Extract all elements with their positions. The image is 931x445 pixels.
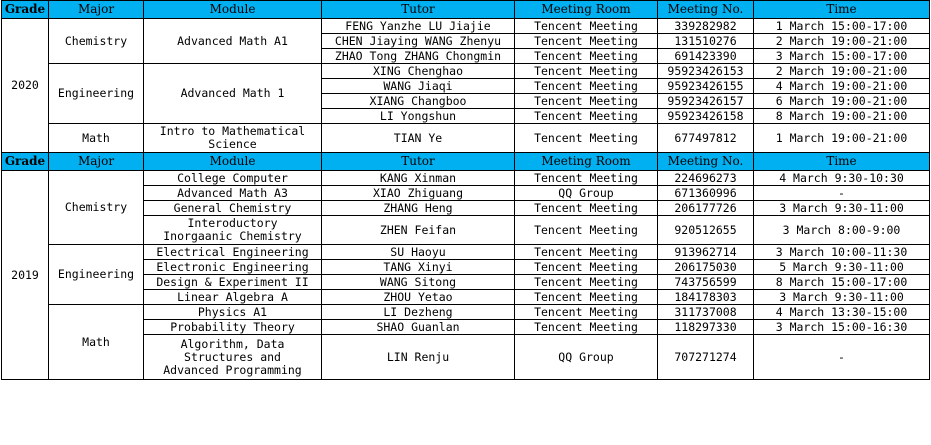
- table-row: [2, 171, 930, 186]
- tutor-cell: CHEN Jiaying WANG Zhenyu: [322, 34, 515, 49]
- table-row: [2, 124, 930, 153]
- header-major: Major: [49, 153, 144, 171]
- meeting-no-cell: 131510276: [658, 34, 754, 49]
- room-cell: QQ Group: [515, 335, 658, 380]
- major-cell: Engineering: [49, 245, 144, 305]
- module-cell: College Computer: [144, 171, 322, 186]
- room-cell: Tencent Meeting: [515, 64, 658, 79]
- module-cell: [144, 216, 322, 245]
- time-cell: 6 March 19:00-21:00: [754, 94, 930, 109]
- meeting-no-cell: 311737008: [658, 305, 754, 320]
- module-line: Inorgaanic Chemistry: [163, 229, 302, 243]
- header-row-2020: [2, 1, 930, 19]
- header-meeting-room: Meeting Room: [515, 153, 658, 171]
- time-cell: 5 March 9:30-11:00: [754, 260, 930, 275]
- header-row-2019: [2, 153, 930, 171]
- table-row: [2, 305, 930, 320]
- tutor-cell: TANG Xinyi: [322, 260, 515, 275]
- module-cell: Design & Experiment II: [144, 275, 322, 290]
- room-cell: Tencent Meeting: [515, 320, 658, 335]
- tutor-cell: LIN Renju: [322, 335, 515, 380]
- room-cell: Tencent Meeting: [515, 94, 658, 109]
- time-cell: 4 March 19:00-21:00: [754, 79, 930, 94]
- meeting-no-cell: 95923426158: [658, 109, 754, 124]
- room-cell: Tencent Meeting: [515, 245, 658, 260]
- room-cell: Tencent Meeting: [515, 109, 658, 124]
- time-cell: 3 March 9:30-11:00: [754, 290, 930, 305]
- meeting-no-cell: 913962714: [658, 245, 754, 260]
- time-cell: -: [754, 335, 930, 380]
- time-cell: 4 March 9:30-10:30: [754, 171, 930, 186]
- header-meeting-no: Meeting No.: [658, 1, 754, 19]
- meeting-no-cell: 920512655: [658, 216, 754, 245]
- header-time: Time: [754, 1, 930, 19]
- module-cell: Electrical Engineering: [144, 245, 322, 260]
- header-grade: Grade: [2, 1, 49, 19]
- time-cell: 3 March 15:00-16:30: [754, 320, 930, 335]
- module-line: Advanced Programming: [163, 362, 302, 377]
- room-cell: Tencent Meeting: [515, 260, 658, 275]
- header-meeting-no: Meeting No.: [658, 153, 754, 171]
- tutor-cell: ZHANG Heng: [322, 201, 515, 216]
- meeting-no-cell: 95923426155: [658, 79, 754, 94]
- tutor-cell: ZHOU Yetao: [322, 290, 515, 305]
- room-cell: Tencent Meeting: [515, 124, 658, 153]
- header-tutor: Tutor: [322, 1, 515, 19]
- header-module: Module: [144, 1, 322, 19]
- room-cell: Tencent Meeting: [515, 305, 658, 320]
- tutor-cell: TIAN Ye: [322, 124, 515, 153]
- module-cell: Electronic Engineering: [144, 260, 322, 275]
- table-row: [2, 245, 930, 260]
- time-cell: 3 March 9:30-11:00: [754, 201, 930, 216]
- major-cell: Chemistry: [49, 19, 144, 64]
- meeting-no-cell: 95923426153: [658, 64, 754, 79]
- room-cell: Tencent Meeting: [515, 290, 658, 305]
- module-line: Structures and: [184, 349, 281, 364]
- tutor-cell: XIANG Changboo: [322, 94, 515, 109]
- tutor-cell: WANG Jiaqi: [322, 79, 515, 94]
- tutor-cell: ZHAO Tong ZHANG Chongmin: [322, 49, 515, 64]
- table-row: [2, 19, 930, 34]
- tutor-cell: LI Yongshun: [322, 109, 515, 124]
- meeting-no-cell: 339282982: [658, 19, 754, 34]
- room-cell: Tencent Meeting: [515, 79, 658, 94]
- major-cell: Math: [49, 124, 144, 153]
- tutor-cell: FENG Yanzhe LU Jiajie: [322, 19, 515, 34]
- room-cell: Tencent Meeting: [515, 201, 658, 216]
- major-cell: Math: [49, 305, 144, 380]
- tutor-cell: ZHEN Feifan: [322, 216, 515, 245]
- time-cell: 2 March 19:00-21:00: [754, 34, 930, 49]
- tutor-cell: SHAO Guanlan: [322, 320, 515, 335]
- time-cell: -: [754, 186, 930, 201]
- time-cell: 3 March 8:00-9:00: [754, 216, 930, 245]
- time-cell: 8 March 19:00-21:00: [754, 109, 930, 124]
- module-cell: [144, 124, 322, 153]
- header-tutor: Tutor: [322, 153, 515, 171]
- meeting-no-cell: 206175030: [658, 260, 754, 275]
- tutor-cell: LI Dezheng: [322, 305, 515, 320]
- module-cell: Probability Theory: [144, 320, 322, 335]
- time-cell: 3 March 10:00-11:30: [754, 245, 930, 260]
- room-cell: Tencent Meeting: [515, 171, 658, 186]
- tutor-cell: WANG Sitong: [322, 275, 515, 290]
- module-cell: Linear Algebra A: [144, 290, 322, 305]
- table-row: [2, 64, 930, 79]
- module-cell: Physics A1: [144, 305, 322, 320]
- room-cell: QQ Group: [515, 186, 658, 201]
- header-major: Major: [49, 1, 144, 19]
- time-cell: 4 March 13:30-15:00: [754, 305, 930, 320]
- meeting-no-cell: 671360996: [658, 186, 754, 201]
- room-cell: Tencent Meeting: [515, 34, 658, 49]
- module-line: Intro to Mathematical: [159, 124, 306, 138]
- module-line: Algorithm, Data: [180, 336, 285, 351]
- tutor-cell: XIAO Zhiguang: [322, 186, 515, 201]
- time-cell: 8 March 15:00-17:00: [754, 275, 930, 290]
- header-grade: Grade: [2, 153, 49, 171]
- module-line: Science: [208, 137, 257, 151]
- module-cell: [144, 335, 322, 380]
- time-cell: 2 March 19:00-21:00: [754, 64, 930, 79]
- tutor-cell: SU Haoyu: [322, 245, 515, 260]
- module-cell: Advanced Math A3: [144, 186, 322, 201]
- meeting-no-cell: 206177726: [658, 201, 754, 216]
- meeting-no-cell: 95923426157: [658, 94, 754, 109]
- meeting-no-cell: 707271274: [658, 335, 754, 380]
- grade-cell: 2020: [2, 19, 49, 153]
- room-cell: Tencent Meeting: [515, 19, 658, 34]
- module-line: Interoductory: [187, 216, 278, 230]
- header-module: Module: [144, 153, 322, 171]
- module-cell: Advanced Math 1: [144, 64, 322, 124]
- tutor-cell: KANG Xinman: [322, 171, 515, 186]
- tutor-cell: XING Chenghao: [322, 64, 515, 79]
- meeting-no-cell: 118297330: [658, 320, 754, 335]
- meeting-no-cell: 743756599: [658, 275, 754, 290]
- grade-cell: 2019: [2, 171, 49, 380]
- module-cell: General Chemistry: [144, 201, 322, 216]
- meeting-no-cell: 677497812: [658, 124, 754, 153]
- room-cell: Tencent Meeting: [515, 216, 658, 245]
- module-cell: Advanced Math A1: [144, 19, 322, 64]
- header-meeting-room: Meeting Room: [515, 1, 658, 19]
- time-cell: 3 March 15:00-17:00: [754, 49, 930, 64]
- meeting-no-cell: 224696273: [658, 171, 754, 186]
- time-cell: 1 March 15:00-17:00: [754, 19, 930, 34]
- meeting-no-cell: 184178303: [658, 290, 754, 305]
- header-time: Time: [754, 153, 930, 171]
- major-cell: Chemistry: [49, 171, 144, 245]
- major-cell: Engineering: [49, 64, 144, 124]
- schedule-table: [1, 0, 930, 380]
- meeting-no-cell: 691423390: [658, 49, 754, 64]
- room-cell: Tencent Meeting: [515, 275, 658, 290]
- time-cell: 1 March 19:00-21:00: [754, 124, 930, 153]
- room-cell: Tencent Meeting: [515, 49, 658, 64]
